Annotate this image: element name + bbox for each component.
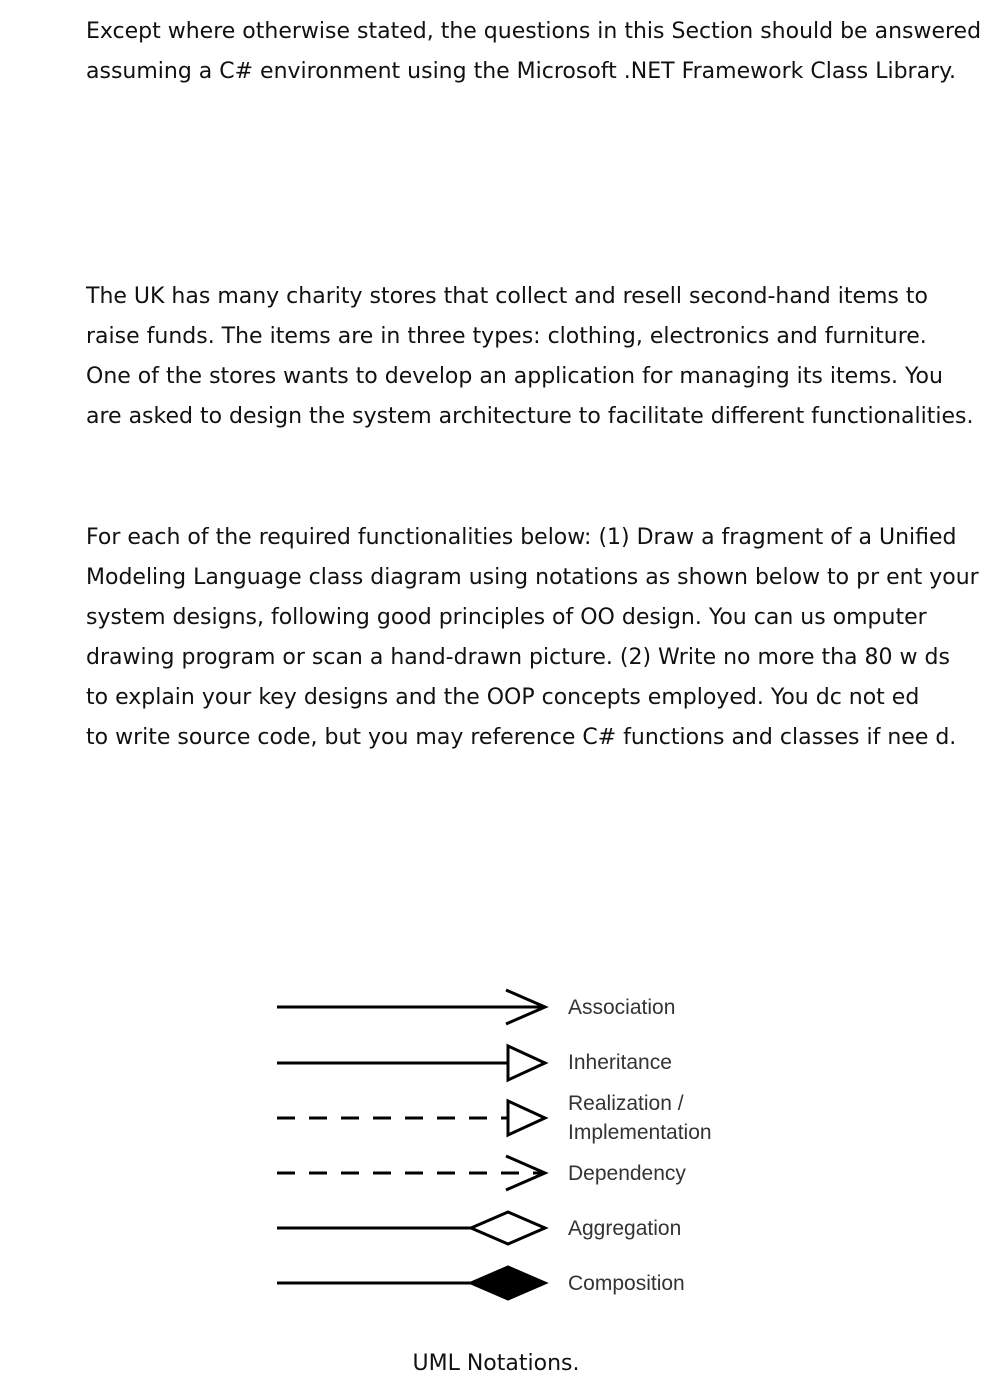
composition-notation (277, 1267, 545, 1299)
realization-notation (277, 1101, 545, 1135)
text-line: Modeling Language class diagram using notations as shown below to pr ent your (86, 565, 979, 590)
text-line: One of the stores wants to develop an application for managing its items. You (86, 364, 943, 389)
aggregation-label: Aggregation (568, 1217, 682, 1240)
association-notation (277, 990, 545, 1024)
scenario-paragraph (86, 277, 974, 437)
text-line: to explain your key designs and the OOP concepts employed. You dc not ed (86, 685, 920, 710)
text-line: system designs, following good principles of OO design. You can us omputer (86, 605, 927, 630)
text-line: assuming a C# environment using the Microsoft .NET Framework Class Library. (86, 59, 956, 84)
text-line: drawing program or scan a hand-drawn picture. (2) Write no more tha 80 w ds (86, 645, 950, 670)
composition-label: Composition (568, 1272, 685, 1295)
realization-label-line2: Implementation (568, 1121, 712, 1144)
dependency-label: Dependency (568, 1162, 686, 1185)
text-line: to write source code, but you may reference C# functions and classes if nee d. (86, 725, 957, 750)
text-line: For each of the required functionalities below: (1) Draw a fragment of a Unified (86, 525, 957, 550)
intro-paragraph (86, 12, 982, 92)
text-line: The UK has many charity stores that collect and resell second-hand items to (86, 284, 928, 309)
text-line: raise funds. The items are in three types: clothing, electronics and furniture. (86, 324, 927, 349)
uml-notation-legend (270, 980, 560, 1310)
text-line: are asked to design the system architecture to facilitate different functionalities. (86, 404, 974, 429)
text-line: Except where otherwise stated, the questions in this Section should be answered (86, 19, 982, 44)
aggregation-notation (277, 1212, 545, 1244)
association-label: Association (568, 996, 676, 1019)
dependency-notation (277, 1156, 545, 1190)
realization-label (568, 1089, 712, 1147)
realization-label-line1: Realization / (568, 1092, 684, 1115)
inheritance-label: Inheritance (568, 1051, 672, 1074)
inheritance-notation (277, 1046, 545, 1080)
instructions-paragraph (86, 518, 979, 758)
figure-caption: UML Notations. (412, 1351, 580, 1376)
